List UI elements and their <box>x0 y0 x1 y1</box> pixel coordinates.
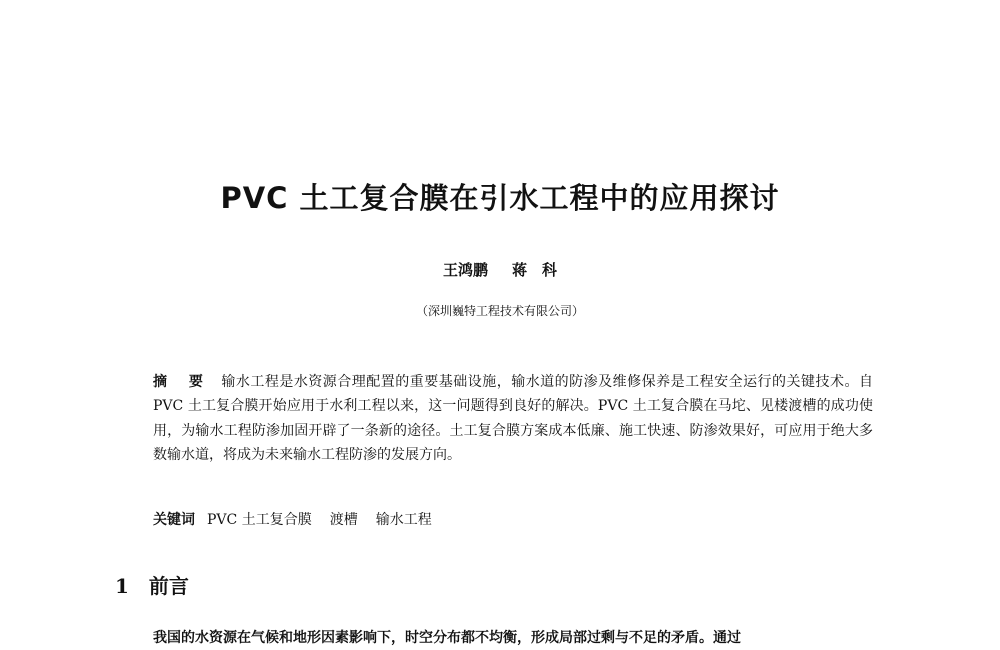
author-list <box>0 259 1000 280</box>
abstract-label: 摘 要 <box>153 374 212 390</box>
section-title: 前言 <box>148 574 189 598</box>
section-heading <box>115 570 189 599</box>
author-name: 蒋 科 <box>512 261 558 279</box>
keywords-line <box>153 509 450 529</box>
keyword: PVC 土工复合膜 <box>207 512 312 528</box>
paper-title: PVC 土工复合膜在引水工程中的应用探讨 <box>220 181 780 215</box>
keywords-label: 关键词 <box>153 512 195 528</box>
author-affiliation: （深圳巍特工程技术有限公司） <box>415 304 584 318</box>
keyword: 输水工程 <box>375 512 432 528</box>
section-number: 1 <box>115 574 129 598</box>
author-name: 王鸿鹏 <box>442 261 488 279</box>
abstract-block <box>153 370 873 468</box>
abstract-text: 输水工程是水资源合理配置的重要基础设施，输水道的防渗及维修保养是工程安全运行的关键技术。自 PVC 土工复合膜开始应用于水利工程以来，这一问题得到良好的解决。PVC 土工复合膜在马坨、见楼渡槽的成功使用，为输水工程防渗加固开辟了一条新的途径。土工复合膜方案成本低廉、施工快速、防渗效果好，可应用于绝大多数输水道，将成为未来输水工程防渗的发展方向。 <box>153 374 874 464</box>
body-paragraph: 我国的水资源在气候和地形因素影响下，时空分布都不均衡，形成局部过剩与不足的矛盾。通过 <box>153 630 741 646</box>
keyword: 渡槽 <box>329 512 358 528</box>
